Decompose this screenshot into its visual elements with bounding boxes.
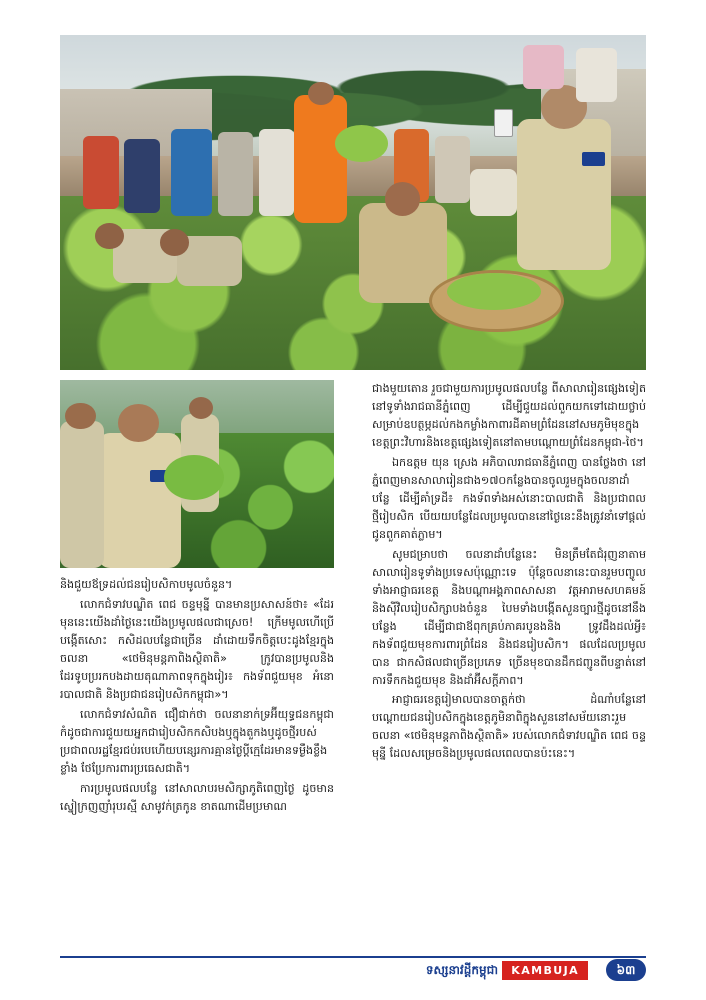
woman-foreground-head: [118, 404, 159, 442]
woman-foreground: [98, 433, 180, 568]
article-right-column: [372, 380, 646, 765]
person-bg-7: [435, 136, 470, 203]
person-crouching-mid: [470, 169, 517, 216]
person-bg-1: [83, 136, 118, 210]
article-left-column: [60, 576, 334, 818]
brand-badge: KAMBUJA: [502, 961, 588, 980]
person-bg-5: [259, 129, 294, 216]
paragraph: ឯកឧត្តម យុន ស្រេង អភិបាលរាជធានីភ្នំពេញ បានថ្លែងថា នៅភ្នំពេញមានសាលារៀនជាង១៧០កន្លែងបានចូលរួមក្នុងចលនាដាំបន្លែ ដើម្បីគាំទ្រដី៖ កងទ័ពទាំងអស់នោះបាលជាតិ និងប្រជាពលថ្មីរៀបសិក បើយយបន្លែដែលប្រមូលបាននៅថ្ងៃនេះនឹងត្រូវនាំទៅផ្ដល់ជូនពួកគាត់ភ្លាម។: [372, 455, 646, 541]
hero-people-group: [60, 35, 646, 370]
paragraph: លោកជំទាវសំណិត ជឿជាក់ថា ចលនានាក់ទ្រអ៊ីយុទ្ធជនកម្ពុជា កំដូចជាការជួយយអ្នកជារៀបសិកកសិបងឬក្នុងតួកងឬដូចថ្មីរបស់ប្រជាពលរដ្ឋខ្មែរជប់របេហើយបន្សេរការគ្មានថ្ងៃប្តីក្មេដែរមានទម្ងឺងខ្លឹងខ្លាំង ថែប្រែការពារប្រធេសជាតិ។: [60, 707, 334, 775]
person-elder-uniform: [517, 119, 611, 270]
person-bg-4: [218, 132, 253, 216]
paragraph: សូមជម្រាបថា ចលនាដាំបន្លែនេះ មិនត្រឹមតែជំរុញនាតាមសាលារៀនទូទាំងប្រទេសប៉ុណ្ណោះទេ ប៉ុន្តែចលនានេះបានរួមបញ្ចូលទាំងអាជ្ញាធរខេត្ត និងបណ្ដាអង្គភាពសាសនា វត្តអារាមសហគមន៍ និងស៊ីវិលរៀបសិក្សាបងចំនួន បៃមទាំងបង្កើតសួនច្បារថ្មីដូចនៅនឹងបន្លែង ដើម្បីជាជាឪពុកគ្រប់ភាគរបូនងនិង ទ្រូវដឹងដល់អ្វី៖ កងទ័ពជួយមុខការពារព្រំដែន និងជនរៀបសិក។ ផលដែលប្រមូលបាន ជាកសិផលជាច្រើនប្រភេទ ច្រើនមុខបានដឹកជញ្ជូនពីបន្ទាត់នៅការទឹកកងជួយមុខ និងដាំអ៊ីសក្តីភាព។: [372, 547, 646, 687]
paragraph: [60, 596, 334, 704]
person-behind-left: [60, 421, 104, 568]
page-number-badge: ៦៣: [606, 959, 646, 981]
person-top-right-2: [523, 45, 564, 89]
person-behind-left-head: [65, 403, 95, 429]
child-head-2: [160, 229, 189, 256]
paragraph: ជាងមួយតោន រួចជាមួយការប្រមូលផលបន្លែ ពីសាលារៀនផ្សេងទៀតនៅទូទាំងរាជធានីភ្នំពេញ ដើម្បីជួយដល់ពួកយកទៅដោយថ្លាប់សម្រាប់ឧបត្ថម្ភដល់កងកម្លាំងកាពារដីគាមព្រំដែននៅសមភូមិមុខក្នុងខេត្តព្រះវិហារនិងខេត្តផ្សេងទៀតនៅតាមបណ្ដោយព្រំដែនកម្ពុជា-ថៃ។: [372, 382, 646, 449]
paragraph: ការប្រមូលផលបន្លែ នៅសាលាបរមសិក្សាភូតិពេញថ្ងៃ ដូចមានស្នៀក្រញញាំរុបរស្មី សាមូវក់ត្រកូន ខាតណាដើមប្រមាណ: [60, 781, 334, 813]
secondary-photo: [60, 380, 334, 568]
footer-divider: [60, 956, 646, 958]
person-bg-3: [171, 129, 212, 216]
paragraph: និងជួយឪទ្រដល់ជនរៀបសិកាបមូលចំនួន។: [60, 578, 233, 591]
paragraph: អាជ្ញាធរខេត្តរៀមាលបានចាត្តក់ថា ដំណាំបន្លែនៅបណ្ដោយជនរៀបសិកក្នុងខេត្តភូមិនាពិក្នុងសួននៅសម័យនោះរួមចលនា «ថេមិនុមន្តភាពិងស្ថិតាតិ» របស់លោកជំទាវបណ្ឌិត ពេជ ចន្ទមុន្នី ដែលសម្រេចនិងប្រមូលផលពេលបានប៉ះនេះ។: [372, 693, 646, 761]
paragraph-text: លោកជំទាវបណ្ឌិត ពេជ ចន្ទមុន្នី បានមានប្រសាសន៍ថា៖ «ដែរមុននេះយើងដាំថ្ងៃនេះយើងប្រមូលផលជាស្រេច! ក្រើមមូលហើប្រើបង្កើតសោះ កសិដលបន្លែជាច្រើន ដាំដោយទឹកចិត្តបេះដូងខ្មែរក្នុងចលនា «ថេមិនុមន្តភាពិងស្ថិតាតិ» ក្រូវបានប្រមូលនិងដែរទូបប្ររកបងដាយតុណាភាពទុកក្នុងរៀរ៖ កងទ័ពជួយមុខ អំនោរបាលជាតិ និងប្រជាជនរៀបសិកកម្ពុជា»។: [60, 597, 334, 701]
lettuce-bundle-held: [335, 125, 388, 162]
person-kneeling-head: [385, 182, 420, 216]
hero-photo: [60, 35, 646, 370]
page-footer: [60, 960, 646, 986]
person-orange-standing: [294, 95, 347, 222]
basket-lettuce: [447, 273, 541, 310]
person-bg-2: [124, 139, 159, 213]
smartphone-filming: [494, 109, 514, 138]
magazine-title: ទស្សនាវដ្ដីកម្ពុជា: [425, 963, 498, 977]
cambodia-flag-patch: [582, 152, 605, 165]
person-top-right-1: [576, 48, 617, 102]
